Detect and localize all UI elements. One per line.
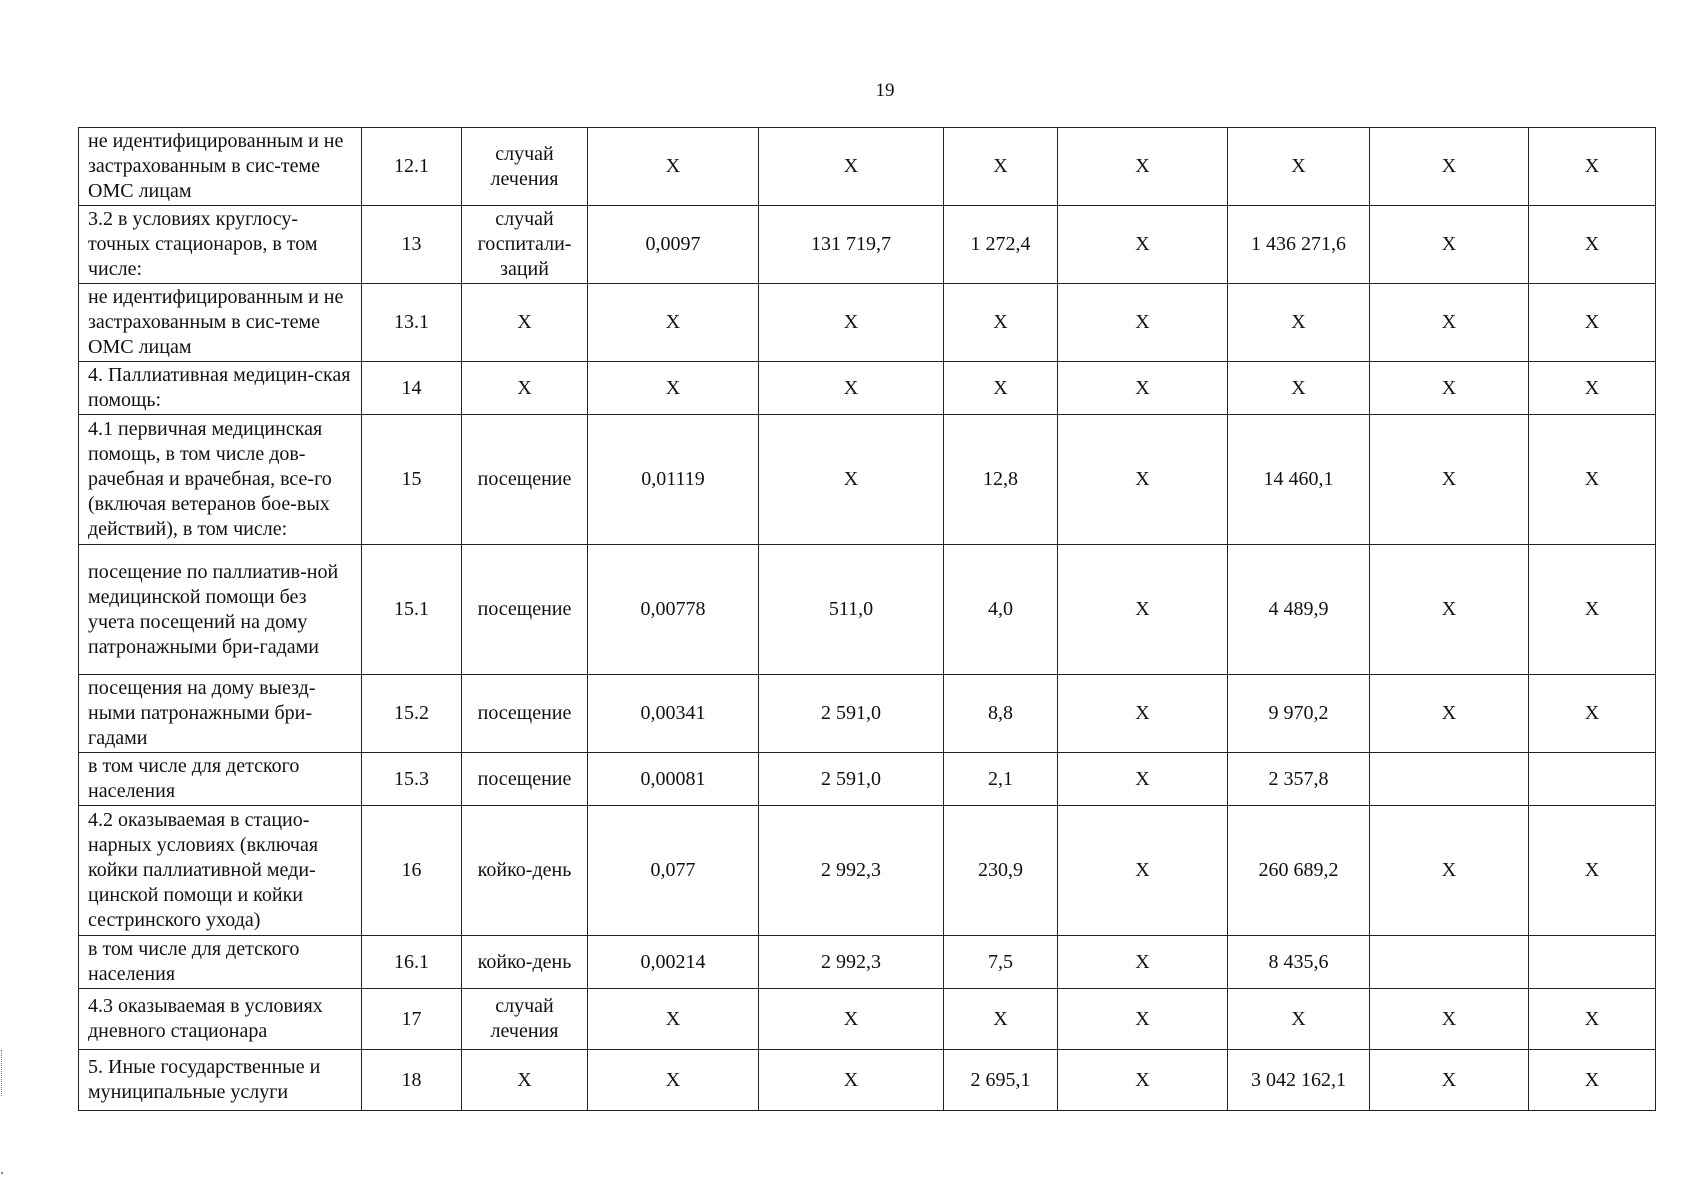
value-cell-7: X xyxy=(1058,989,1228,1050)
data-table xyxy=(78,127,1656,1111)
value-cell-5: X xyxy=(759,1050,944,1111)
value-cell-9 xyxy=(1370,936,1529,989)
unit-cell: случай лечения xyxy=(462,128,588,206)
value-cell-7: X xyxy=(1058,362,1228,415)
row-name-cell: 4.2 оказываемая в стацио-нарных условиях (включая койки паллиативной меди-цинской помощи и койки сестринского ухода) xyxy=(79,806,362,936)
value-cell-4: 0,00341 xyxy=(588,675,759,753)
row-name-cell: не идентифицированным и не застрахованным в сис-теме ОМС лицам xyxy=(79,128,362,206)
value-cell-8: X xyxy=(1228,989,1370,1050)
value-cell-9: X xyxy=(1370,362,1529,415)
value-cell-10: X xyxy=(1529,806,1656,936)
value-cell-7: X xyxy=(1058,415,1228,545)
value-cell-6: X xyxy=(944,362,1058,415)
unit-cell: случай лечения xyxy=(462,989,588,1050)
row-name-cell: в том числе для детского населения xyxy=(79,936,362,989)
value-cell-5: X xyxy=(759,128,944,206)
value-cell-9: X xyxy=(1370,989,1529,1050)
value-cell-4: X xyxy=(588,362,759,415)
value-cell-4: X xyxy=(588,284,759,362)
value-cell-8: X xyxy=(1228,128,1370,206)
table-row xyxy=(79,128,1656,206)
table-row xyxy=(79,936,1656,989)
value-cell-10 xyxy=(1529,936,1656,989)
scan-edge-dot xyxy=(1,1172,3,1174)
value-cell-10: X xyxy=(1529,1050,1656,1111)
value-cell-9: X xyxy=(1370,206,1529,284)
value-cell-8: 8 435,6 xyxy=(1228,936,1370,989)
value-cell-4: X xyxy=(588,128,759,206)
value-cell-10: X xyxy=(1529,675,1656,753)
value-cell-7: X xyxy=(1058,753,1228,806)
value-cell-8: 2 357,8 xyxy=(1228,753,1370,806)
value-cell-7: X xyxy=(1058,284,1228,362)
value-cell-10: X xyxy=(1529,362,1656,415)
unit-cell: посещение xyxy=(462,753,588,806)
value-cell-6: 12,8 xyxy=(944,415,1058,545)
value-cell-7: X xyxy=(1058,675,1228,753)
row-number-cell: 15.1 xyxy=(362,545,462,675)
unit-cell: посещение xyxy=(462,675,588,753)
unit-cell: койко-день xyxy=(462,806,588,936)
value-cell-9: X xyxy=(1370,1050,1529,1111)
row-number-cell: 16 xyxy=(362,806,462,936)
row-number-cell: 14 xyxy=(362,362,462,415)
value-cell-9 xyxy=(1370,753,1529,806)
value-cell-9: X xyxy=(1370,675,1529,753)
value-cell-6: 1 272,4 xyxy=(944,206,1058,284)
value-cell-6: 8,8 xyxy=(944,675,1058,753)
value-cell-6: 230,9 xyxy=(944,806,1058,936)
value-cell-6: X xyxy=(944,989,1058,1050)
value-cell-8: X xyxy=(1228,362,1370,415)
value-cell-7: X xyxy=(1058,128,1228,206)
value-cell-10: X xyxy=(1529,284,1656,362)
value-cell-7: X xyxy=(1058,1050,1228,1111)
value-cell-6: X xyxy=(944,128,1058,206)
value-cell-5: X xyxy=(759,415,944,545)
value-cell-8: X xyxy=(1228,284,1370,362)
value-cell-8: 14 460,1 xyxy=(1228,415,1370,545)
value-cell-5: 2 992,3 xyxy=(759,936,944,989)
row-name-cell: 4.1 первичная медицинская помощь, в том числе дов-рачебная и врачебная, все-го (включая ветеранов бое-вых действий), в том числе: xyxy=(79,415,362,545)
value-cell-5: X xyxy=(759,284,944,362)
value-cell-8: 9 970,2 xyxy=(1228,675,1370,753)
row-number-cell: 17 xyxy=(362,989,462,1050)
value-cell-9: X xyxy=(1370,284,1529,362)
unit-cell: посещение xyxy=(462,415,588,545)
value-cell-5: 2 591,0 xyxy=(759,753,944,806)
value-cell-9: X xyxy=(1370,128,1529,206)
value-cell-10: X xyxy=(1529,206,1656,284)
table-row xyxy=(79,284,1656,362)
table-row xyxy=(79,675,1656,753)
row-number-cell: 13 xyxy=(362,206,462,284)
value-cell-9: X xyxy=(1370,545,1529,675)
unit-cell: случай госпитали-заций xyxy=(462,206,588,284)
value-cell-7: X xyxy=(1058,936,1228,989)
table-row xyxy=(79,1050,1656,1111)
value-cell-10 xyxy=(1529,753,1656,806)
value-cell-5: 511,0 xyxy=(759,545,944,675)
value-cell-8: 1 436 271,6 xyxy=(1228,206,1370,284)
row-name-cell: 5. Иные государственные и муниципальные услуги xyxy=(79,1050,362,1111)
row-number-cell: 13.1 xyxy=(362,284,462,362)
table-row xyxy=(79,362,1656,415)
row-name-cell: посещения на дому выезд-ными патронажными бри-гадами xyxy=(79,675,362,753)
scan-edge-marks xyxy=(1,1050,5,1096)
row-number-cell: 16.1 xyxy=(362,936,462,989)
unit-cell: X xyxy=(462,362,588,415)
value-cell-6: 7,5 xyxy=(944,936,1058,989)
value-cell-10: X xyxy=(1529,415,1656,545)
table-row xyxy=(79,989,1656,1050)
value-cell-8: 3 042 162,1 xyxy=(1228,1050,1370,1111)
value-cell-5: 2 992,3 xyxy=(759,806,944,936)
value-cell-9: X xyxy=(1370,415,1529,545)
value-cell-4: X xyxy=(588,1050,759,1111)
value-cell-5: X xyxy=(759,362,944,415)
row-name-cell: 4.3 оказываемая в условиях дневного стационара xyxy=(79,989,362,1050)
value-cell-6: X xyxy=(944,284,1058,362)
value-cell-10: X xyxy=(1529,128,1656,206)
value-cell-4: 0,00778 xyxy=(588,545,759,675)
value-cell-4: 0,01119 xyxy=(588,415,759,545)
value-cell-4: 0,00081 xyxy=(588,753,759,806)
value-cell-4: 0,077 xyxy=(588,806,759,936)
value-cell-5: 2 591,0 xyxy=(759,675,944,753)
row-number-cell: 15.3 xyxy=(362,753,462,806)
row-name-cell: 3.2 в условиях круглосу-точных стационаров, в том числе: xyxy=(79,206,362,284)
value-cell-4: 0,0097 xyxy=(588,206,759,284)
value-cell-4: 0,00214 xyxy=(588,936,759,989)
table-row xyxy=(79,753,1656,806)
row-number-cell: 12.1 xyxy=(362,128,462,206)
value-cell-5: X xyxy=(759,989,944,1050)
value-cell-9: X xyxy=(1370,806,1529,936)
row-number-cell: 18 xyxy=(362,1050,462,1111)
value-cell-7: X xyxy=(1058,206,1228,284)
value-cell-8: 4 489,9 xyxy=(1228,545,1370,675)
value-cell-6: 2,1 xyxy=(944,753,1058,806)
table-row xyxy=(79,206,1656,284)
table-body xyxy=(79,128,1656,1111)
row-number-cell: 15.2 xyxy=(362,675,462,753)
page-number: 19 xyxy=(875,80,895,101)
table-row xyxy=(79,806,1656,936)
value-cell-4: X xyxy=(588,989,759,1050)
value-cell-10: X xyxy=(1529,989,1656,1050)
value-cell-10: X xyxy=(1529,545,1656,675)
unit-cell: X xyxy=(462,284,588,362)
table-row xyxy=(79,545,1656,675)
row-name-cell: не идентифицированным и не застрахованным в сис-теме ОМС лицам xyxy=(79,284,362,362)
value-cell-7: X xyxy=(1058,545,1228,675)
table-row xyxy=(79,415,1656,545)
row-name-cell: 4. Паллиативная медицин-ская помощь: xyxy=(79,362,362,415)
unit-cell: койко-день xyxy=(462,936,588,989)
row-name-cell: посещение по паллиатив-ной медицинской помощи без учета посещений на дому патронажными бри-гадами xyxy=(79,545,362,675)
value-cell-7: X xyxy=(1058,806,1228,936)
value-cell-6: 4,0 xyxy=(944,545,1058,675)
unit-cell: посещение xyxy=(462,545,588,675)
value-cell-5: 131 719,7 xyxy=(759,206,944,284)
row-number-cell: 15 xyxy=(362,415,462,545)
value-cell-8: 260 689,2 xyxy=(1228,806,1370,936)
value-cell-6: 2 695,1 xyxy=(944,1050,1058,1111)
unit-cell: X xyxy=(462,1050,588,1111)
row-name-cell: в том числе для детского населения xyxy=(79,753,362,806)
